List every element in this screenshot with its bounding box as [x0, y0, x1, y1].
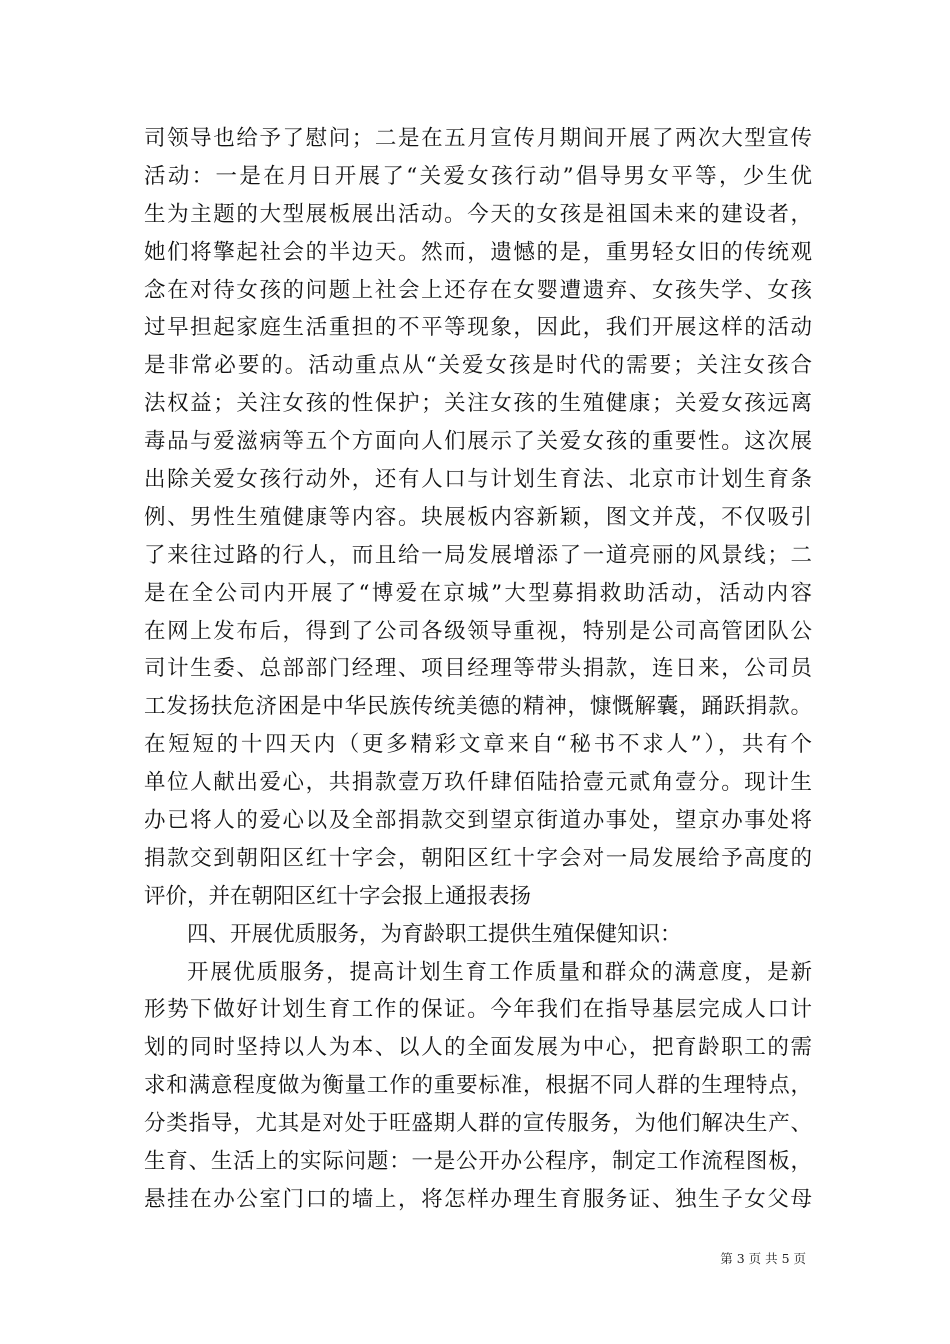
section-heading: 四、开展优质服务，为育龄职工提供生殖保健知识： — [187, 921, 682, 947]
body-text — [144, 120, 812, 1219]
text-line: 单位人献出爱心，共捐款壹万玖仟肆佰陆拾壹元贰角壹分。现计生 — [144, 770, 812, 796]
text-line: 求和满意程度做为衡量工作的重要标准，根据不同人群的生理特点， — [144, 1073, 812, 1099]
text-line: 悬挂在办公室门口的墙上，将怎样办理生育服务证、独生子女父母 — [144, 1186, 812, 1212]
text-line: 出除关爱女孩行动外，还有人口与计划生育法、北京市计划生育条 — [144, 467, 812, 493]
text-line: 法权益；关注女孩的性保护；关注女孩的生殖健康；关爱女孩远离 — [144, 391, 812, 417]
text-line: 司计生委、总部部门经理、项目经理等带头捐款，连日来，公司员 — [144, 656, 812, 682]
text-line: 过早担起家庭生活重担的不平等现象，因此，我们开展这样的活动 — [144, 315, 812, 341]
text-line: 形势下做好计划生育工作的保证。今年我们在指导基层完成人口计 — [144, 997, 812, 1023]
text-line: 生为主题的大型展板展出活动。今天的女孩是祖国未来的建设者， — [144, 201, 812, 227]
text-line: 捐款交到朝阳区红十字会，朝阳区红十字会对一局发展给予高度的 — [144, 845, 812, 871]
page-number-footer: 第 3 页 共 5 页 — [720, 1251, 806, 1266]
text-line: 她们将擎起社会的半边天。然而，遗憾的是，重男轻女旧的传统观 — [144, 239, 812, 265]
text-line: 是非常必要的。活动重点从“关爱女孩是时代的需要；关注女孩合 — [144, 353, 812, 379]
text-line: 了来往过路的行人，而且给一局发展增添了一道亮丽的风景线；二 — [144, 542, 812, 568]
text-line: 划的同时坚持以人为本、以人的全面发展为中心，把育龄职工的需 — [144, 1035, 812, 1061]
text-line: 在网上发布后，得到了公司各级领导重视，特别是公司高管团队公 — [144, 618, 812, 644]
text-line: 念在对待女孩的问题上社会上还存在女婴遭遗弃、女孩失学、女孩 — [144, 277, 812, 303]
text-line: 司领导也给予了慰问；二是在五月宣传月期间开展了两次大型宣传 — [144, 126, 812, 151]
text-line: 在短短的十四天内（更多精彩文章来自“秘书不求人”），共有个 — [144, 732, 812, 758]
text-line: 活动：一是在月日开展了“关爱女孩行动”倡导男女平等，少生优 — [144, 163, 812, 189]
paragraph-start-line: 开展优质服务，提高计划生育工作质量和群众的满意度，是新 — [187, 959, 812, 985]
paragraph-end-line: 评价，并在朝阳区红十字会报上通报表扬 — [144, 883, 532, 909]
text-line: 工发扬扶危济困是中华民族传统美德的精神，慷慨解囊，踊跃捐款。 — [144, 694, 812, 720]
text-line: 例、男性生殖健康等内容。块展板内容新颖，图文并茂，不仅吸引 — [144, 504, 812, 530]
text-line: 分类指导，尤其是对处于旺盛期人群的宣传服务，为他们解决生产、 — [144, 1111, 812, 1137]
text-line: 生育、生活上的实际问题：一是公开办公程序，制定工作流程图板， — [144, 1149, 812, 1175]
text-line: 是在全公司内开展了“博爱在京城”大型募捐救助活动，活动内容 — [144, 580, 812, 606]
text-line: 办已将人的爱心以及全部捐款交到望京街道办事处，望京办事处将 — [144, 808, 812, 834]
text-line: 毒品与爱滋病等五个方面向人们展示了关爱女孩的重要性。这次展 — [144, 429, 812, 455]
